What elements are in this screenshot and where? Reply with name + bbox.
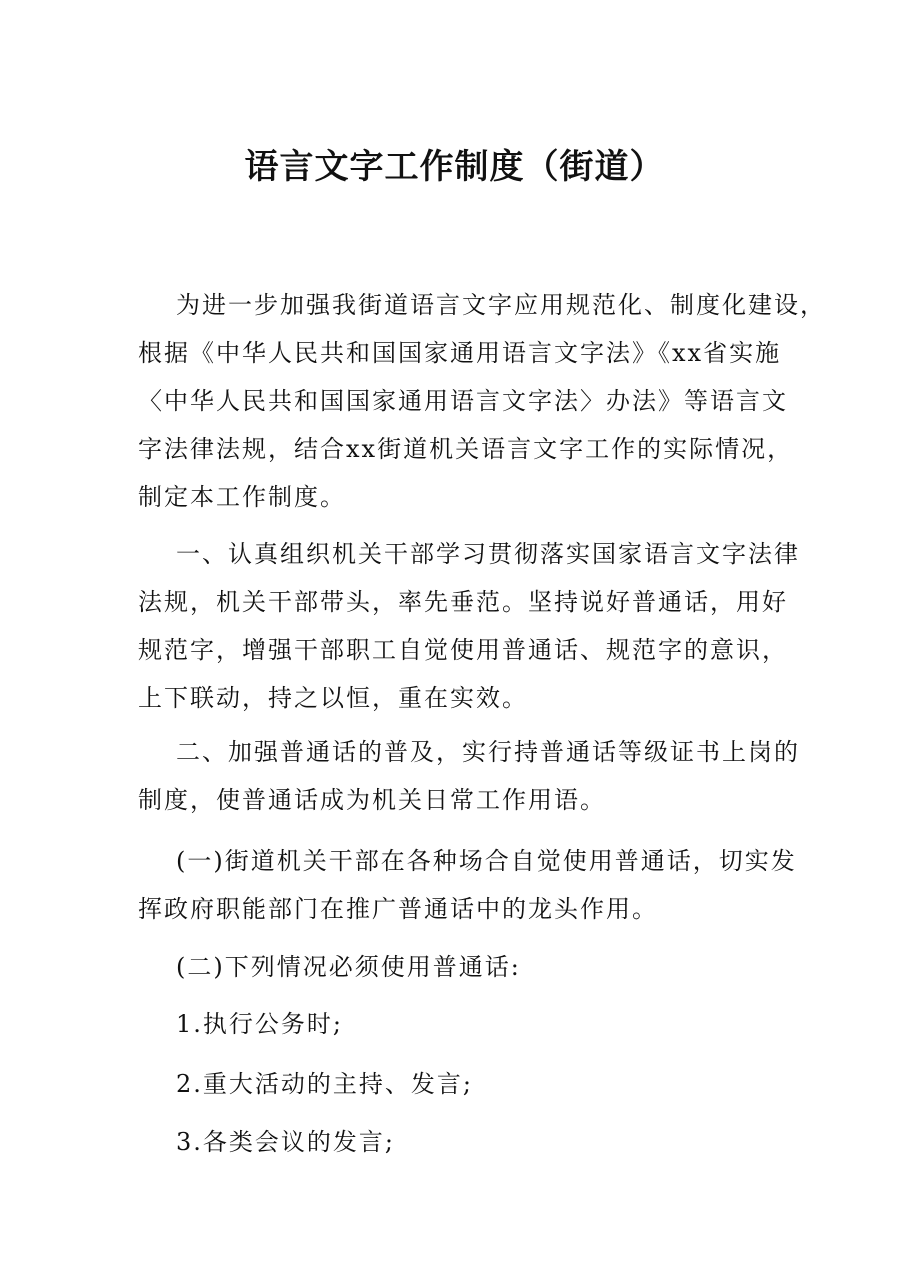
paragraph-section-1 xyxy=(138,530,800,722)
paragraph-line: 根据《中华人民共和国国家通用语言文字法》《xx省实施 xyxy=(138,339,782,367)
paragraph-line: 上下联动，持之以恒，重在实效。 xyxy=(138,684,528,712)
paragraph-line: 法规，机关干部带头，率先垂范。坚持说好普通话，用好 xyxy=(138,588,788,616)
paragraph-line: 2.重大活动的主持、发言; xyxy=(176,1070,473,1098)
paragraph-line: 〈中华人民共和国国家通用语言文字法〉办法》等语言文 xyxy=(138,387,788,415)
list-item-3 xyxy=(138,1118,774,1166)
paragraph-line: 字法律法规，结合xx街道机关语言文字工作的实际情况， xyxy=(138,435,794,463)
paragraph-subsection-2 xyxy=(138,943,774,991)
list-item-2 xyxy=(138,1060,774,1108)
paragraph-line: (二)下列情况必须使用普通话: xyxy=(176,953,521,981)
paragraph-line: 一、认真组织机关干部学习贯彻落实国家语言文字法律 xyxy=(176,540,800,568)
list-item-1 xyxy=(138,1000,774,1048)
paragraph-line: 制度，使普通话成为机关日常工作用语。 xyxy=(138,786,606,814)
paragraph-subsection-1 xyxy=(138,837,797,933)
paragraph-line: 1.执行公务时; xyxy=(176,1010,343,1038)
paragraph-line: 规范字，增强干部职工自觉使用普通话、规范字的意识， xyxy=(138,636,788,664)
paragraph-line: (一)街道机关干部在各种场合自觉使用普通话，切实发 xyxy=(176,847,797,875)
paragraph-line: 二、加强普通话的普及，实行持普通话等级证书上岗的 xyxy=(176,738,800,766)
document-title: 语言文字工作制度（街道） xyxy=(244,147,665,187)
paragraph-line: 制定本工作制度。 xyxy=(138,483,346,511)
paragraph-line: 3.各类会议的发言; xyxy=(176,1128,395,1156)
paragraph-line: 挥政府职能部门在推广普通话中的龙头作用。 xyxy=(138,895,658,923)
paragraph-line: 为进一步加强我街道语言文字应用规范化、制度化建设， xyxy=(176,291,826,319)
paragraph-intro xyxy=(138,281,826,521)
paragraph-section-2 xyxy=(138,728,800,824)
